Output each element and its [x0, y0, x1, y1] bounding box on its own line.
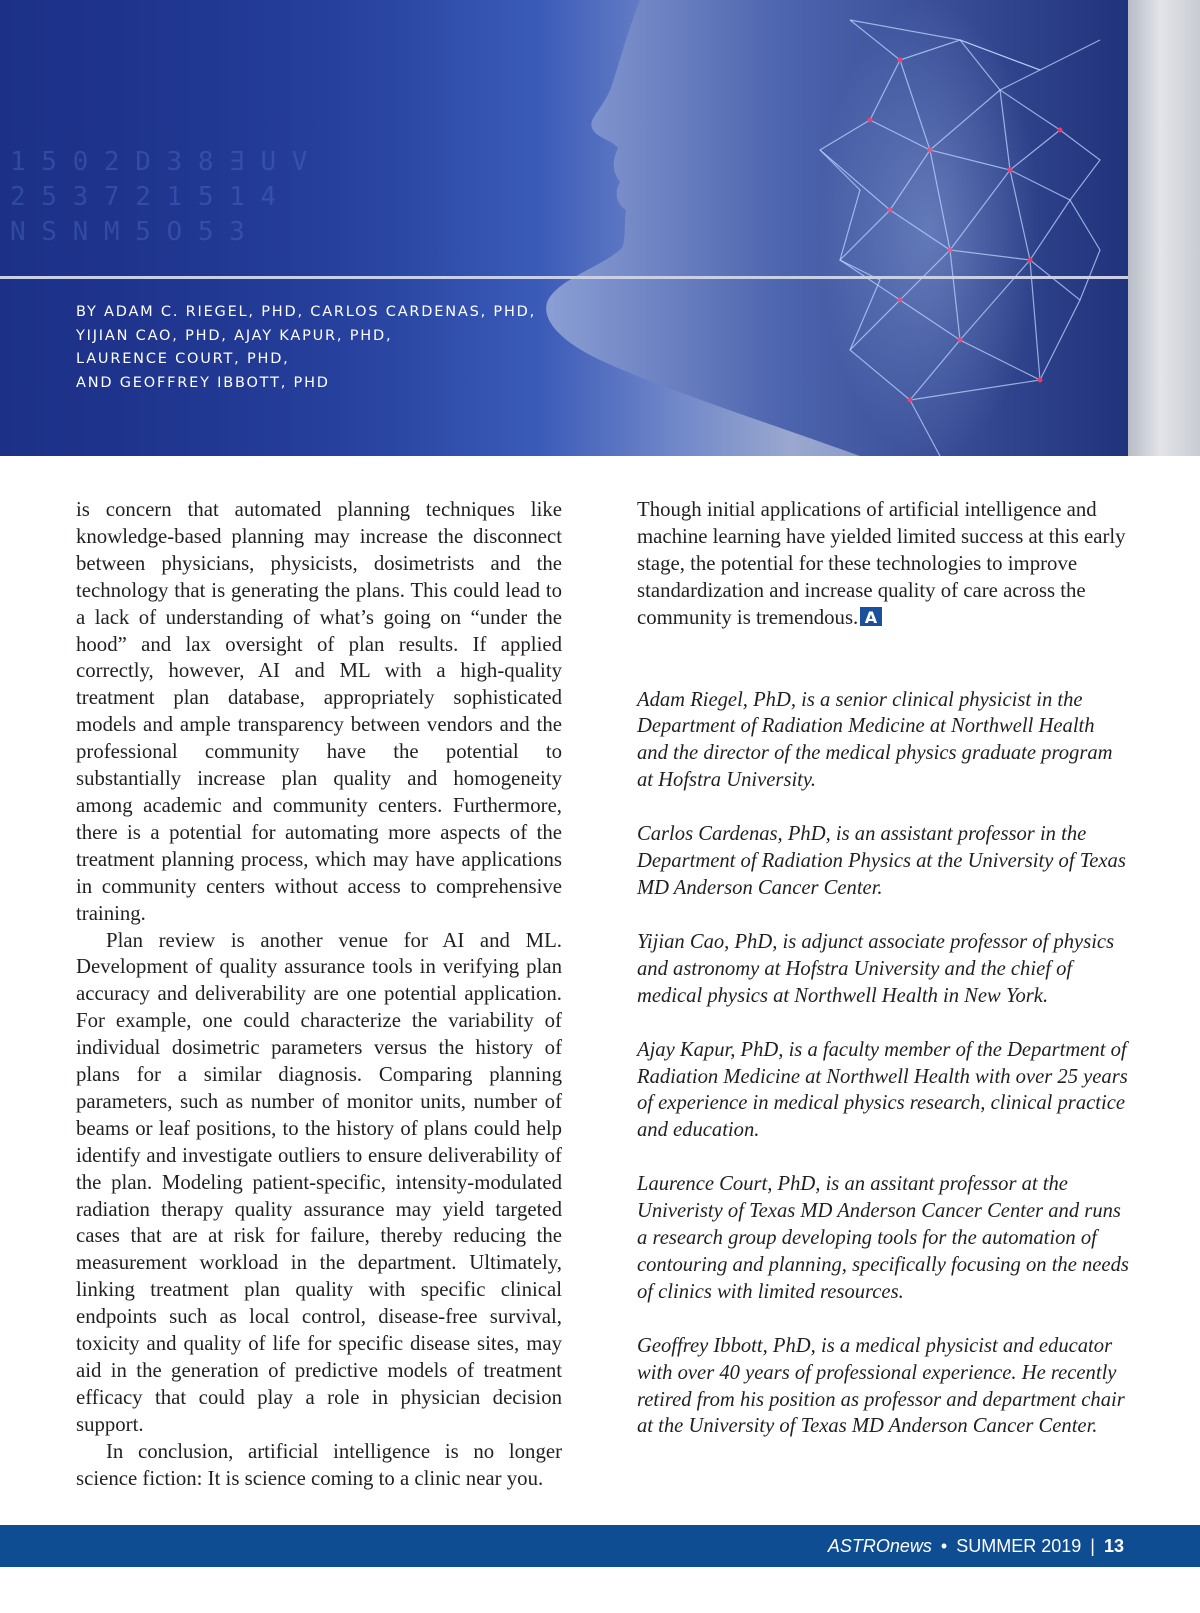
byline-line: LAURENCE COURT, PHD,: [76, 351, 290, 367]
svg-text:1 5 0 2 D 3 8 ∃ U V: 1 5 0 2 D 3 8 ∃ U V: [10, 147, 308, 177]
author-bio: Yijian Cao, PhD, is adjunct associate professor of physics and astronomy at Hofstra University and the chief of medical physics at Northwell Health in New York.: [637, 930, 1115, 1007]
byline-line: YIJIAN CAO, PHD, AJAY KAPUR, PHD,: [76, 327, 393, 344]
end-of-article-icon: [860, 607, 882, 626]
author-bios: [637, 687, 1129, 1441]
author-bio: Adam Riegel, PhD, is a senior clinical physicist in the Department of Radiation Medicine at Northwell Health and the director of the medical physics graduate program at Hofstra University.: [637, 688, 1113, 792]
hero-image: [0, 0, 1200, 456]
closing-text: Though initial applications of artificial intelligence and machine learning have yielded limited success at this early stage, the potential for these technologies to improve standardization and increase quality of care across the community is tremendous.: [637, 498, 1126, 629]
author-bio: Carlos Cardenas, PhD, is an assistant professor in the Department of Radiation Physics at the University of Texas MD Anderson Cancer Center.: [637, 823, 1126, 899]
page-number: 13: [1103, 1535, 1124, 1556]
article-column-right: [637, 497, 1129, 1467]
byline: [76, 301, 536, 395]
magazine-name: ASTROnews: [827, 1535, 932, 1556]
byline-line: AND GEOFFREY IBBOTT, PHD: [76, 374, 330, 391]
author-bio: Geoffrey Ibbott, PhD, is a medical physicist and educator with over 40 years of professional experience. He recently retired from his position as professor and department chair at the University of Texas MD Anderson Cancer Center.: [637, 1334, 1125, 1438]
body-paragraph: In conclusion, artificial intelligence is no longer science fiction: It is science coming to a clinic near you.: [76, 1439, 562, 1490]
footer-divider: |: [1090, 1535, 1095, 1556]
article-column-left: [76, 497, 562, 1493]
page-footer: [0, 1525, 1200, 1567]
byline-line: BY ADAM C. RIEGEL, PHD, CARLOS CARDENAS, PHD,: [76, 304, 537, 320]
closing-paragraph: [637, 497, 1129, 632]
hero-divider: [0, 276, 1128, 279]
svg-text:2 5 3 7 2 1 5 1 4: 2 5 3 7 2 1 5 1 4: [10, 182, 277, 212]
footer-bullet: •: [940, 1535, 948, 1556]
svg-text:A: A: [865, 607, 878, 626]
author-bio: Laurence Court, PhD, is an assitant professor at the Univeristy of Texas MD Anderson Cancer Center and runs a research group developing tools for the automation of contouring and planning, specifically focusing on the needs of clinics with limited resources.: [637, 1173, 1129, 1303]
body-paragraph: Plan review is another venue for AI and ML. Development of quality assurance tools in verifying plan accuracy and deliverability are one potential application. For example, one could characterize the variability of individual dosimetric parameters versus the history of plans for a similar diagnosis. Comparing planning parameters, such as number of monitor units, number of beams or leaf positions, to the history of plans could help identify and investigate outliers to ensure deliverability of the plan. Modeling patient-specific, intensity-modulated radiation therapy quality assurance may yield targeted cases that are at risk for failure, thereby reducing the measurement workload in the department. Ultimately, linking treatment plan quality with specific clinical endpoints such as local control, disease-free survival, toxicity and quality of life for specific disease sites, may aid in the generation of predictive models of treatment efficacy that could play a role in physician decision support.: [76, 928, 562, 1436]
page-fold-edge: [1128, 0, 1200, 456]
author-bio: Ajay Kapur, PhD, is a faculty member of the Department of Radiation Medicine at Northwell Health with over 25 years of experience in medical physics research, clinical practice and education.: [637, 1038, 1128, 1142]
svg-text:N S N M 5 O 5 3: N S N M 5 O 5 3: [10, 217, 245, 247]
body-paragraph: is concern that automated planning techniques like knowledge-based planning may increase the disconnect between physicians, physicists, dosimetrists and the technology that is generating the plans. This could lead to a lack of understanding of what’s going on “under the hood” and lax oversight of plan results. If applied correctly, however, AI and ML with a high-quality treatment plan database, appropriately sophisticated models and ample transparency between vendors and the professional community have the potential to substantially increase plan quality and homogeneity among academic and community centers. Furthermore, there is a potential for automating more aspects of the treatment planning process, which may have applications in community centers without access to comprehensive training.: [76, 498, 562, 925]
issue-label: SUMMER 2019: [956, 1535, 1082, 1556]
